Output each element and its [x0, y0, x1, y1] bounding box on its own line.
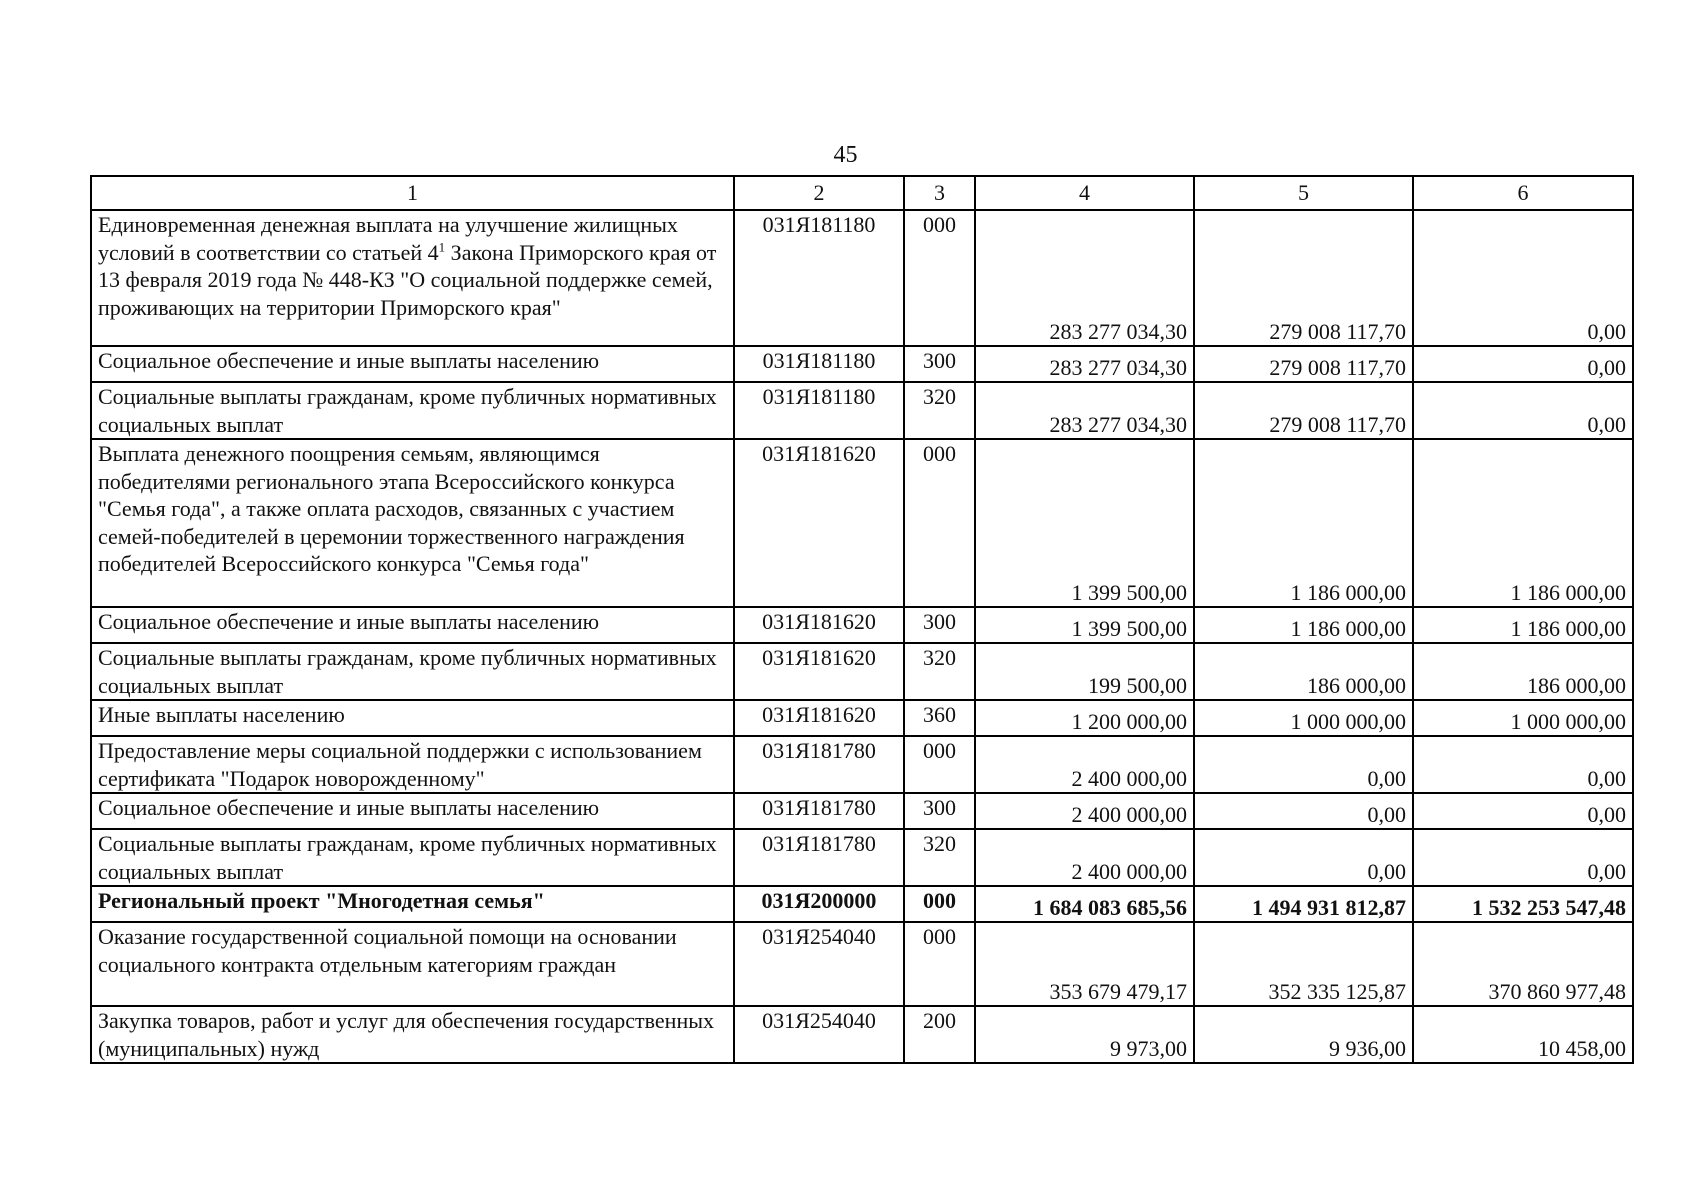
row-description: Выплата денежного поощрения семьям, являющимся победителями регионального этапа Всероссийского конкурса "Семья года", а также оплата расходов, связанных с участием семей-победителей в церемонии торжественного награждения победителей Всероссийского конкурса "Семья года": [91, 439, 734, 607]
row-expense-type: 200: [904, 1006, 975, 1063]
header-cell-5: 5: [1194, 176, 1413, 210]
table-row: [91, 793, 1633, 829]
row-value-5: 1 000 000,00: [1194, 700, 1413, 736]
row-value-4: 2 400 000,00: [975, 736, 1194, 793]
row-expense-type: 000: [904, 736, 975, 793]
row-code: 031Я254040: [734, 1006, 904, 1063]
row-value-4: 1 399 500,00: [975, 607, 1194, 643]
row-description: [91, 210, 734, 346]
row-description: Социальное обеспечение и иные выплаты населению: [91, 346, 734, 382]
row-description: Социальное обеспечение и иные выплаты населению: [91, 607, 734, 643]
row-value-4: 1 684 083 685,56: [975, 886, 1194, 922]
table-row: [91, 346, 1633, 382]
table-row: [91, 643, 1633, 700]
row-code: 031Я181180: [734, 210, 904, 346]
row-code: 031Я254040: [734, 922, 904, 1006]
row-value-6: 370 860 977,48: [1413, 922, 1633, 1006]
row-value-4: 353 679 479,17: [975, 922, 1194, 1006]
row-value-6: 0,00: [1413, 346, 1633, 382]
row-description-tail: Закона Приморского края от 13 февраля 2019 года № 448-КЗ "О социальной поддержке семей, проживающих на территории Приморского края": [98, 239, 717, 320]
table-row: [91, 1006, 1633, 1063]
row-value-5: 279 008 117,70: [1194, 346, 1413, 382]
row-value-6: 0,00: [1413, 793, 1633, 829]
header-cell-1: 1: [91, 176, 734, 210]
row-value-5: 1 494 931 812,87: [1194, 886, 1413, 922]
row-value-5: 0,00: [1194, 736, 1413, 793]
row-description: Социальные выплаты гражданам, кроме публичных нормативных социальных выплат: [91, 382, 734, 439]
row-description: Иные выплаты населению: [91, 700, 734, 736]
budget-table: [90, 175, 1634, 1064]
table-row: [91, 829, 1633, 886]
row-value-4: 199 500,00: [975, 643, 1194, 700]
row-code: 031Я181780: [734, 829, 904, 886]
header-cell-3: 3: [904, 176, 975, 210]
row-expense-type: 000: [904, 886, 975, 922]
row-value-6: 1 186 000,00: [1413, 607, 1633, 643]
row-description-text: Единовременная денежная выплата на улучшение жилищных условий в соответствии со статьей 4: [98, 212, 678, 265]
row-code: 031Я181620: [734, 607, 904, 643]
row-code: 031Я181620: [734, 439, 904, 607]
row-value-4: 283 277 034,30: [975, 210, 1194, 346]
row-expense-type: 000: [904, 439, 975, 607]
header-cell-4: 4: [975, 176, 1194, 210]
row-value-4: 2 400 000,00: [975, 793, 1194, 829]
row-value-6: 186 000,00: [1413, 643, 1633, 700]
row-description: Социальные выплаты гражданам, кроме публичных нормативных социальных выплат: [91, 643, 734, 700]
row-value-6: 0,00: [1413, 736, 1633, 793]
row-value-4: 1 200 000,00: [975, 700, 1194, 736]
row-value-5: 1 186 000,00: [1194, 439, 1413, 607]
row-expense-type: 360: [904, 700, 975, 736]
row-value-5: 279 008 117,70: [1194, 382, 1413, 439]
superscript: 1: [438, 239, 446, 255]
row-value-6: 0,00: [1413, 382, 1633, 439]
header-cell-6: 6: [1413, 176, 1633, 210]
row-description: Социальное обеспечение и иные выплаты населению: [91, 793, 734, 829]
row-value-4: 1 399 500,00: [975, 439, 1194, 607]
row-code: 031Я181780: [734, 793, 904, 829]
row-expense-type: 000: [904, 210, 975, 346]
row-code: 031Я200000: [734, 886, 904, 922]
row-expense-type: 000: [904, 922, 975, 1006]
row-value-5: 1 186 000,00: [1194, 607, 1413, 643]
table-row: [91, 700, 1633, 736]
row-description: Региональный проект "Многодетная семья": [91, 886, 734, 922]
row-expense-type: 300: [904, 607, 975, 643]
row-value-6: 0,00: [1413, 210, 1633, 346]
row-value-5: 9 936,00: [1194, 1006, 1413, 1063]
row-value-6: 1 532 253 547,48: [1413, 886, 1633, 922]
row-value-6: 1 000 000,00: [1413, 700, 1633, 736]
row-expense-type: 300: [904, 346, 975, 382]
table-row: [91, 382, 1633, 439]
table-row-total: [91, 886, 1633, 922]
table-row: [91, 607, 1633, 643]
row-value-4: 283 277 034,30: [975, 346, 1194, 382]
row-expense-type: 320: [904, 382, 975, 439]
row-value-5: 186 000,00: [1194, 643, 1413, 700]
page-number: 45: [833, 142, 858, 168]
row-expense-type: 320: [904, 829, 975, 886]
table-row: [91, 439, 1633, 607]
row-code: 031Я181620: [734, 643, 904, 700]
row-description: Закупка товаров, работ и услуг для обеспечения государственных (муниципальных) нужд: [91, 1006, 734, 1063]
row-code: 031Я181180: [734, 346, 904, 382]
row-expense-type: 300: [904, 793, 975, 829]
header-cell-2: 2: [734, 176, 904, 210]
header-row: [91, 176, 1633, 210]
row-value-4: 9 973,00: [975, 1006, 1194, 1063]
row-value-5: 0,00: [1194, 829, 1413, 886]
table-row: [91, 736, 1633, 793]
row-value-4: 2 400 000,00: [975, 829, 1194, 886]
table-row: [91, 922, 1633, 1006]
row-value-6: 10 458,00: [1413, 1006, 1633, 1063]
row-code: 031Я181180: [734, 382, 904, 439]
row-description: Социальные выплаты гражданам, кроме публичных нормативных социальных выплат: [91, 829, 734, 886]
row-code: 031Я181780: [734, 736, 904, 793]
row-description: Предоставление меры социальной поддержки с использованием сертификата "Подарок новорожденному": [91, 736, 734, 793]
row-expense-type: 320: [904, 643, 975, 700]
row-value-4: 283 277 034,30: [975, 382, 1194, 439]
table-row: [91, 210, 1633, 346]
row-code: 031Я181620: [734, 700, 904, 736]
row-value-6: 0,00: [1413, 829, 1633, 886]
row-value-5: 352 335 125,87: [1194, 922, 1413, 1006]
row-value-5: 279 008 117,70: [1194, 210, 1413, 346]
row-description: Оказание государственной социальной помощи на основании социального контракта отдельным категориям граждан: [91, 922, 734, 1006]
row-value-5: 0,00: [1194, 793, 1413, 829]
row-value-6: 1 186 000,00: [1413, 439, 1633, 607]
